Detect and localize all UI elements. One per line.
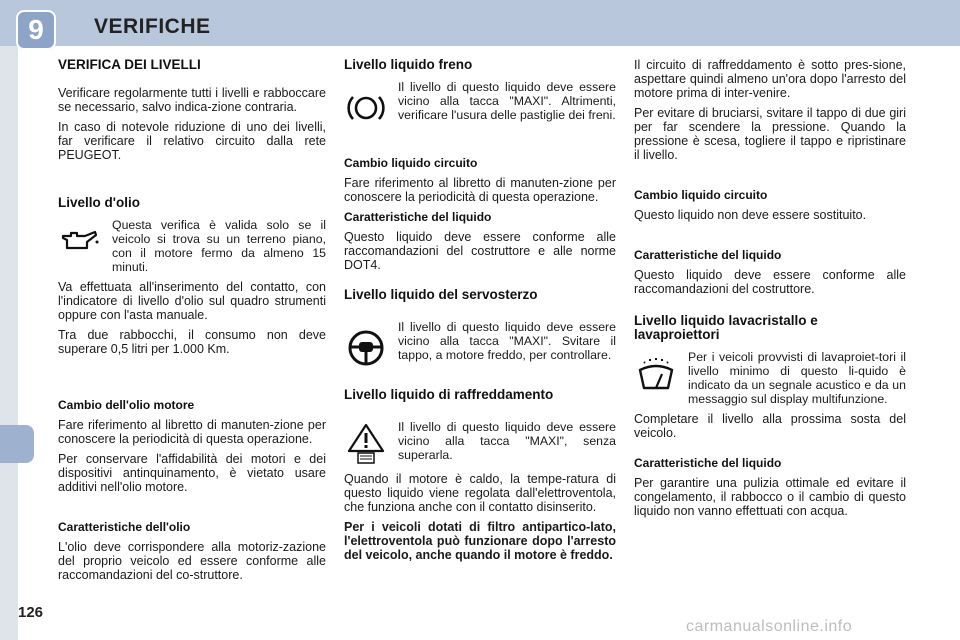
- coolant-change-paragraph: Questo liquido non deve essere sostituito.: [634, 208, 867, 222]
- coolant-icon-text: Il livello di questo liquido deve essere vicino alla tacca "MAXI", senza superarla.: [398, 420, 616, 462]
- section-title-verifica-livelli: VERIFICA DEI LIVELLI: [58, 57, 201, 72]
- intro-paragraph-2: In caso di notevole riduzione di uno dei livelli, far verificare il relativo circuito dalla rete PEUGEOT.: [58, 120, 326, 162]
- washer-fluid-icon: [634, 350, 678, 398]
- washer-icon-paragraph: [634, 350, 906, 406]
- coolant-icon-paragraph: [344, 420, 616, 466]
- coolant-spec-paragraph: Questo liquido deve essere conforme alle raccomandazioni del costruttore.: [634, 268, 906, 296]
- steering-icon-paragraph: [344, 320, 616, 376]
- section-title-washer-spec: Caratteristiche del liquido: [634, 456, 782, 470]
- section-title-coolant-spec: Caratteristiche del liquido: [634, 248, 782, 262]
- oil-change-paragraph-1: Fare riferimento al libretto di manuten-zione per conoscere la periodicità di questa operazione.: [58, 418, 326, 446]
- steering-wheel-icon: [344, 320, 388, 376]
- intro-paragraph-1: Verificare regolarmente tutti i livelli e rabboccare se necessario, salvo indica-zione contraria.: [58, 86, 326, 114]
- washer-icon-text: Per i veicoli provvisti di lavaproiet-tori il livello minimo di questo li-quido è indicato da un segnale acustico e da un messaggio sul display multifunzione.: [688, 350, 906, 406]
- section-title-brake-fluid: Livello liquido freno: [344, 57, 473, 72]
- chapter-number-badge: 9: [16, 10, 56, 50]
- oil-paragraph-2: Tra due rabbocchi, il consumo non deve superare 0,5 litri per 1.000 Km.: [58, 328, 326, 356]
- section-title-brake-spec: Caratteristiche del liquido: [344, 210, 492, 224]
- section-title-oil-level: Livello d'olio: [58, 195, 140, 210]
- section-title-coolant: Livello liquido di raffreddamento: [344, 387, 554, 402]
- watermark: carmanualsonline.info: [686, 618, 853, 635]
- brake-change-paragraph: Fare riferimento al libretto di manuten-zione per conoscere la periodicità di questa operazione.: [344, 176, 616, 204]
- washer-paragraph: Completare il livello alla prossima sosta del veicolo.: [634, 412, 906, 440]
- section-title-oil-spec: Caratteristiche dell'olio: [58, 520, 191, 534]
- brake-spec-paragraph: Questo liquido deve essere conforme alle raccomandazioni del costruttore e alle norme DOT4.: [344, 230, 616, 272]
- coolant-cap-paragraph: Per evitare di bruciarsi, svitare il tappo di due giri per far scendere la pressione. Quando la pressione è scesa, togliere il tappo e ripristinare il livello.: [634, 106, 906, 162]
- washer-spec-paragraph: Per garantire una pulizia ottimale ed evitare il congelamento, il rabbocco o il cambio di questo liquido non vanno effettuati con acqua.: [634, 476, 906, 518]
- brake-icon-paragraph: [344, 80, 616, 136]
- column-1: [58, 58, 326, 588]
- oil-can-icon: [58, 218, 102, 262]
- page-number: 126: [18, 604, 44, 621]
- brake-icon-text: Il livello di questo liquido deve essere vicino alla tacca "MAXI". Altrimenti, verificare l'usura delle pastiglie dei freni.: [398, 80, 616, 122]
- section-title-washer-fluid: Livello liquido lavacristallo e lavaproiettori: [634, 313, 818, 342]
- coolant-warning-icon: [344, 420, 388, 466]
- section-title-coolant-change: Cambio liquido circuito: [634, 188, 768, 202]
- left-margin-strip: [0, 46, 18, 640]
- chapter-tab: [0, 425, 34, 463]
- section-title-brake-change: Cambio liquido circuito: [344, 156, 478, 170]
- page-title: VERIFICHE: [94, 15, 211, 38]
- coolant-pressure-paragraph: Il circuito di raffreddamento è sotto pres-sione, aspettare quindi almeno un'ora dopo l'arresto del motore prima di inter-venire.: [634, 58, 906, 100]
- brake-warning-icon: [344, 80, 388, 136]
- oil-icon-text: Questa verifica è valida solo se il veicolo si trova su un terreno piano, con il motore fermo da almeno 15 minuti.: [112, 218, 326, 274]
- column-2: [344, 58, 616, 568]
- section-title-power-steering: Livello liquido del servosterzo: [344, 287, 538, 302]
- section-title-oil-change: Cambio dell'olio motore: [58, 398, 195, 412]
- oil-spec-paragraph: L'olio deve corrispondere alla motoriz-zazione del proprio veicolo ed essere conforme alle raccomandazioni del co-struttore.: [58, 540, 326, 582]
- oil-change-paragraph-2: Per conservare l'affidabilità dei motori e dei dispositivi antinquinamento, è vietato usare additivi nell'olio motore.: [58, 452, 326, 494]
- coolant-paragraph-2: Per i veicoli dotati di filtro antipartico-lato, l'elettroventola può funzionare dopo l'arresto del veicolo, anche quando il motore è freddo.: [344, 520, 616, 562]
- oil-icon-paragraph: [58, 218, 326, 274]
- column-3: [634, 58, 906, 524]
- coolant-paragraph-1: Quando il motore è caldo, la tempe-ratura di questo liquido viene regolata dall'elettroventola, che funziona anche con il contatto disinserito.: [344, 472, 616, 514]
- oil-paragraph-1: Va effettuata all'inserimento del contatto, con l'indicatore di livello d'olio sul quadro strumenti oppure con l'asta manuale.: [58, 280, 326, 322]
- steering-icon-text: Il livello di questo liquido deve essere vicino alla tacca "MAXI". Svitare il tappo, a motore freddo, per controllare.: [398, 320, 616, 362]
